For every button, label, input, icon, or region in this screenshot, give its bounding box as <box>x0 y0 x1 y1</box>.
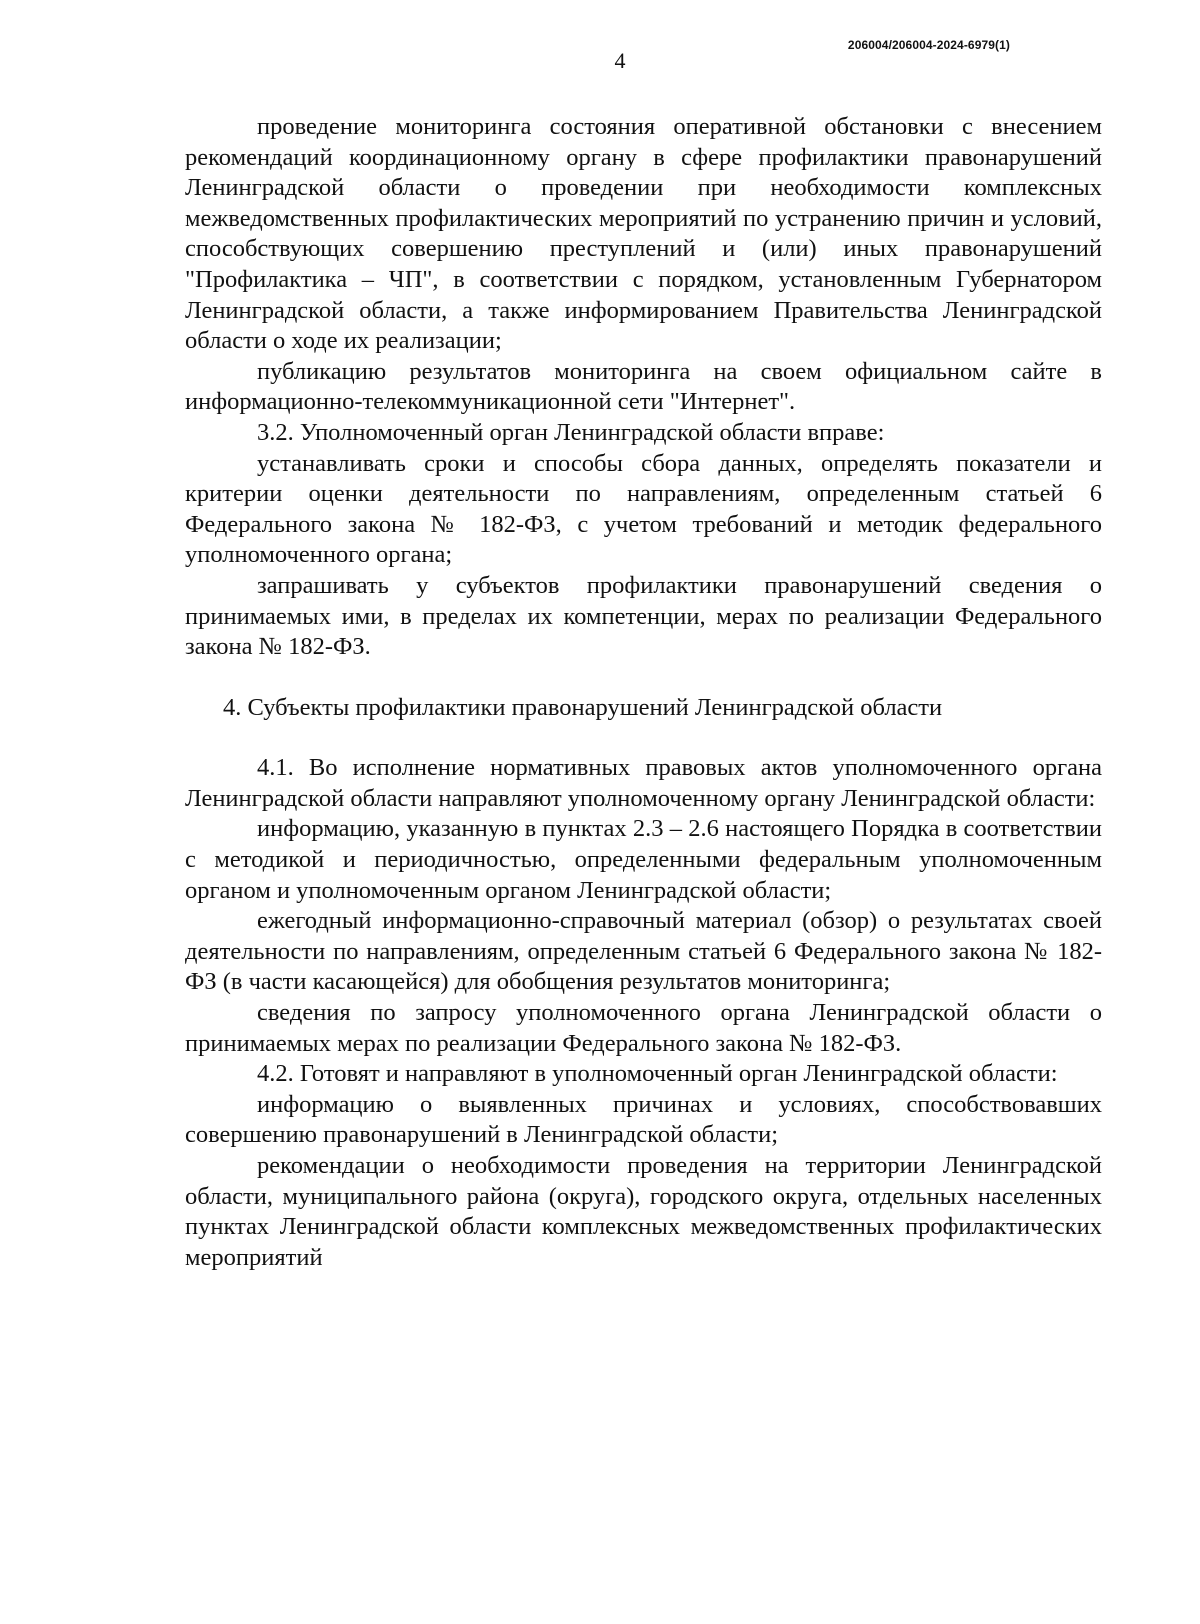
paragraph-request-data: сведения по запросу уполномоченного органа Ленинградской области о принимаемых мерах по реализации Федерального закона № 182-ФЗ. <box>185 999 1102 1057</box>
document-registration-number: 206004/206004-2024-6979(1) <box>847 38 1010 52</box>
page-body <box>185 112 1102 1273</box>
paragraph-4-2: 4.2. Готовят и направляют в уполномоченный орган Ленинградской области: <box>257 1060 1058 1088</box>
section-heading: 4. Субъекты профилактики правонарушений Ленинградской области <box>223 693 943 721</box>
paragraph-information: информацию, указанную в пунктах 2.3 – 2.6 настоящего Порядка в соответствии с методикой и периодичностью, определенными федеральным уполномоченным органом и уполномоченным органом Ленинградской области; <box>185 815 1102 904</box>
paragraph-monitoring: проведение мониторинга состояния оперативной обстановки с внесением рекомендаций координационному органу в сфере профилактики правонарушений Ленинградской области о проведении при необходимости комплексных межведомственных профилактических мероприятий по устранению причин и условий, способствующих совершению преступлений и (или) иных правонарушений "Профилактика – ЧП", в соответствии с порядком, установленным Губернатором Ленинградской области, а также информированием Правительства Ленинградской области о ходе их реализации; <box>185 113 1102 355</box>
paragraph-annual-review: ежегодный информационно-справочный материал (обзор) о результатах своей деятельности по направлениям, определенным статьей 6 Федерального закона № 182-ФЗ (в части касающейся) для обобщения результатов мониторинга; <box>185 907 1102 996</box>
paragraph-4-1: 4.1. Во исполнение нормативных правовых актов уполномоченного органа Ленинградской области направляют уполномоченному органу Ленинградской области: <box>185 754 1102 812</box>
page-number: 4 <box>614 48 626 73</box>
paragraph-publication: публикацию результатов мониторинга на своем официальном сайте в информационно-телекоммуникационной сети "Интернет". <box>185 357 1102 416</box>
paragraph-request-info: запрашивать у субъектов профилактики правонарушений сведения о принимаемых ими, в пределах их компетенции, мерах по реализации Федерального закона № 182-ФЗ. <box>185 571 1102 661</box>
paragraph-set-deadlines: устанавливать сроки и способы сбора данных, определять показатели и критерии оценки деятельности по направлениям, определенным статьей 6 Федерального закона № 182-ФЗ, с учетом требований и методик федерального уполномоченного органа; <box>185 449 1102 569</box>
paragraph-recommendations: рекомендации о необходимости проведения на территории Ленинградской области, муниципального района (округа), городского округа, отдельных населенных пунктах Ленинградской области комплексных межведомственных профилактических мероприятий <box>185 1152 1102 1271</box>
paragraph-3-2: 3.2. Уполномоченный орган Ленинградской области вправе: <box>257 418 885 446</box>
paragraph-identified-causes: информацию о выявленных причинах и условиях, способствовавших совершению правонарушений в Ленинградской области; <box>185 1090 1102 1149</box>
